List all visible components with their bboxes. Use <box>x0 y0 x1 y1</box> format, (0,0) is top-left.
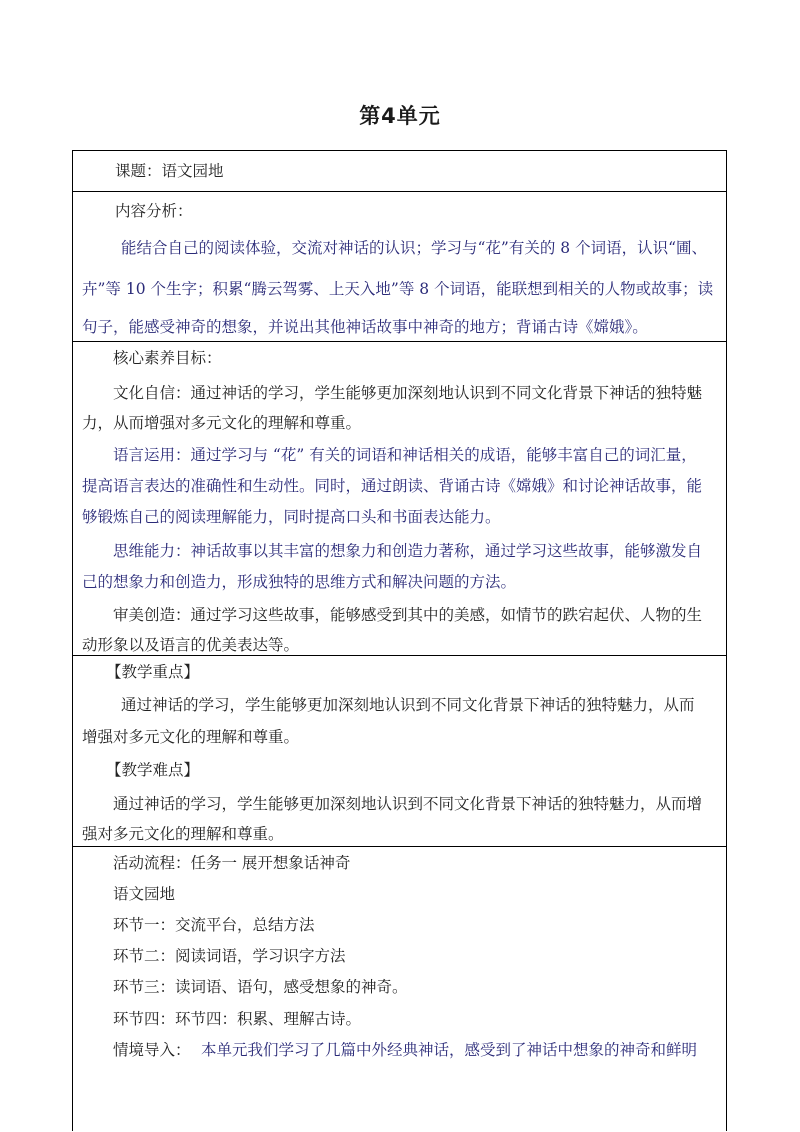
core-goals-line: 文化自信：通过神话的学习，学生能够更加深刻地认识到不同文化背景下神话的独特魅 <box>113 384 703 402</box>
core-goals-line: 思维能力：神话故事以其丰富的想象力和创造力著称，通过学习这些故事，能够激发自 <box>113 542 703 560</box>
lesson-title-row <box>73 151 726 192</box>
difficult-points-line: 通过神话的学习，学生能够更加深刻地认识到不同文化背景下神话的独特魅力，从而增 <box>113 795 703 813</box>
key-points-line: 增强对多元文化的理解和尊重。 <box>82 728 300 746</box>
activity-row <box>73 847 726 1132</box>
content-analysis-line: 能结合自己的阅读体验，交流对神话的认识；学习与“花”有关的 8 个词语，认识“圃、 <box>121 239 707 257</box>
content-analysis-line: 句子，能感受神奇的想象，并说出其他神话故事中神奇的地方；背诵古诗《嫦娥》。 <box>82 318 648 336</box>
activity-line: 环节四：环节四：积累、理解古诗。 <box>113 1010 362 1028</box>
activity-line: 语文园地 <box>113 885 176 903</box>
activity-line: 活动流程：任务一 展开想象话神奇 <box>113 854 351 872</box>
core-goals-line: 提高语言表达的准确性和生动性。同时，通过朗读、背诵古诗《嫦娥》和讨论神话故事，能 <box>82 477 703 495</box>
activity-line: 环节二：阅读词语，学习识字方法 <box>113 947 346 965</box>
difficult-points-line: 强对多元文化的理解和尊重。 <box>82 825 284 843</box>
activity-line: 环节一：交流平台，总结方法 <box>113 916 315 934</box>
intro-text: 本单元我们学习了几篇中外经典神话，感受到了神话中想象的神奇和鲜明 <box>201 1041 698 1059</box>
core-goals-line: 力，从而增强对多元文化的理解和尊重。 <box>82 414 362 432</box>
page-title: 第4单元 <box>359 104 441 128</box>
core-goals-heading: 核心素养目标： <box>113 349 222 367</box>
content-analysis-heading: 内容分析： <box>115 202 193 220</box>
core-goals-line: 够锻炼自己的阅读理解能力，同时提高口头和书面表达能力。 <box>82 508 501 526</box>
content-analysis-line: 卉”等 10 个生字；积累“腾云驾雾、上天入地”等 8 个词语，能联想到相关的人物或故事；读 <box>82 280 714 298</box>
key-points-row <box>73 656 726 847</box>
lesson-label: 课题：语文园地 <box>115 162 224 180</box>
core-goals-line: 语言运用：通过学习与 “花” 有关的词语和神话相关的成语，能够丰富自己的词汇量， <box>113 446 697 464</box>
key-points-line: 通过神话的学习，学生能够更加深刻地认识到不同文化背景下神话的独特魅力，从而 <box>121 696 695 714</box>
content-analysis-row <box>73 192 726 342</box>
core-goals-line: 审美创造：通过学习这些故事，能够感受到其中的美感，如情节的跌宕起伏、人物的生 <box>113 606 703 624</box>
core-goals-row <box>73 342 726 656</box>
key-points-heading: 【教学重点】 <box>106 663 200 681</box>
activity-line: 环节三：读词语、语句，感受想象的神奇。 <box>113 978 408 996</box>
core-goals-line: 动形象以及语言的优美表达等。 <box>82 636 300 654</box>
core-goals-line: 己的想象力和创造力，形成独特的思维方式和解决问题的方法。 <box>82 573 517 591</box>
intro-label: 情境导入： <box>113 1041 191 1059</box>
lesson-plan-table <box>72 150 727 1131</box>
difficult-points-heading: 【教学难点】 <box>106 761 200 779</box>
